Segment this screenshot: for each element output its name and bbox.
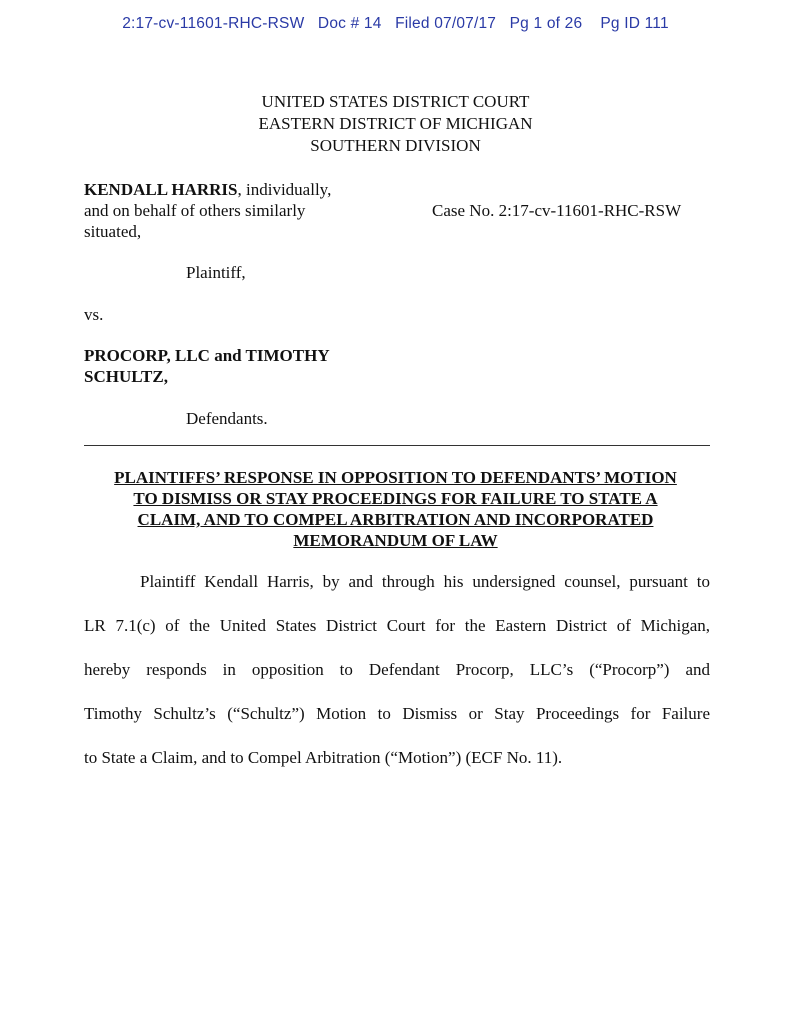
body-line-5: to State a Claim, and to Compel Arbitration (“Motion”) (ECF No. 11).	[84, 748, 563, 767]
plaintiff-desc-3: situated,	[84, 222, 142, 241]
defendants-line-1: PROCORP, LLC and TIMOTHY	[84, 346, 330, 365]
defendants-label: Defendants.	[186, 409, 268, 428]
plaintiff-line-1	[84, 179, 331, 200]
defendants-line-2: SCHULTZ,	[84, 367, 168, 386]
title-line-2: TO DISMISS OR STAY PROCEEDINGS FOR FAILURE TO STATE A	[133, 489, 658, 508]
plaintiff-name: KENDALL HARRIS	[84, 180, 238, 199]
body-line-1: Plaintiff Kendall Harris, by and through his undersigned counsel, pursuant to	[140, 572, 710, 591]
title-line-3: CLAIM, AND TO COMPEL ARBITRATION AND INCORPORATED	[137, 510, 654, 529]
court-heading	[0, 91, 791, 157]
filing-header: 2:17-cv-11601-RHC-RSW Doc # 14 Filed 07/07/17 Pg 1 of 26 Pg ID 111	[122, 15, 669, 32]
versus: vs.	[84, 305, 104, 324]
plaintiff-label: Plaintiff,	[186, 263, 246, 282]
court-division: SOUTHERN DIVISION	[310, 136, 481, 155]
title-line-4: MEMORANDUM OF LAW	[293, 531, 498, 550]
plaintiff-desc-1: , individually,	[237, 180, 332, 199]
body-line-4: Timothy Schultz’s (“Schultz”) Motion to Dismiss or Stay Proceedings for Failure	[84, 704, 710, 723]
court-name: UNITED STATES DISTRICT COURT	[261, 92, 530, 111]
body-line-2: LR 7.1(c) of the United States District Court for the Eastern District of Michigan,	[84, 616, 710, 635]
caption-divider	[84, 445, 710, 446]
court-district: EASTERN DISTRICT OF MICHIGAN	[258, 114, 533, 133]
document-title	[60, 467, 731, 551]
body-line-3: hereby responds in opposition to Defendant Procorp, LLC’s (“Procorp”) and	[84, 660, 710, 679]
title-line-1: PLAINTIFFS’ RESPONSE IN OPPOSITION TO DEFENDANTS’ MOTION	[114, 468, 677, 487]
case-number: Case No. 2:17-cv-11601-RHC-RSW	[432, 201, 682, 220]
plaintiff-desc-2: and on behalf of others similarly	[84, 201, 306, 220]
